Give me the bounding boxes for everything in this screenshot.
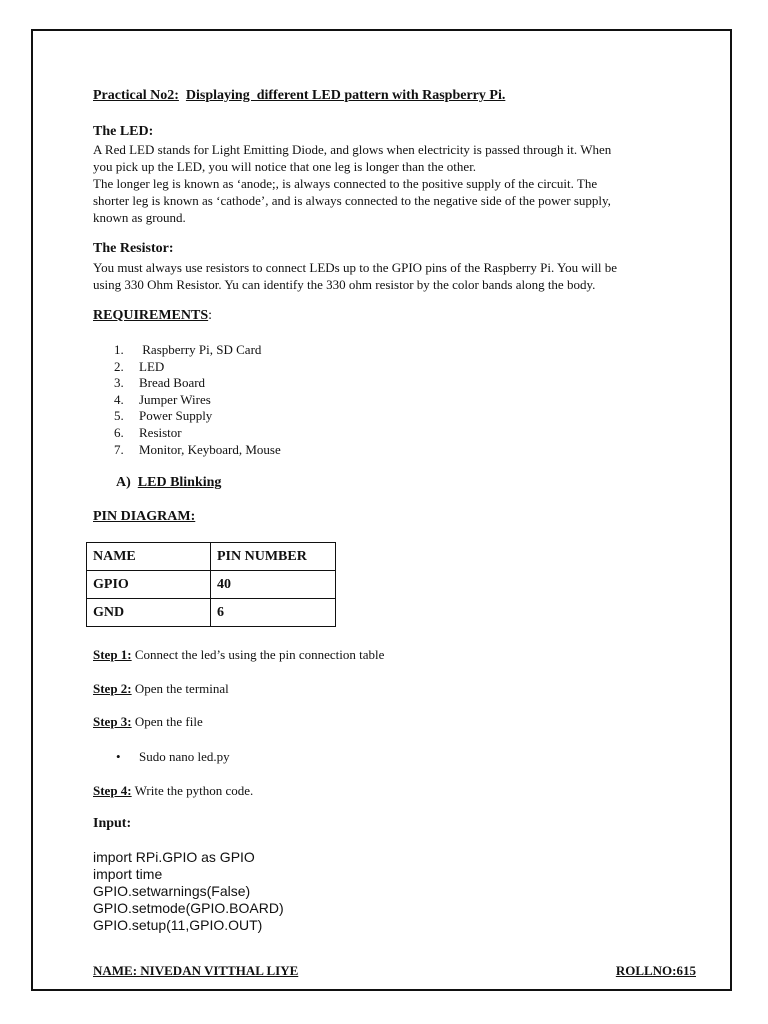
code-line: GPIO.setwarnings(False) — [93, 883, 251, 899]
list-text: Jumper Wires — [139, 391, 211, 407]
pin-diagram-heading: PIN DIAGRAM: — [93, 509, 196, 524]
resistor-line: You must always use resistors to connect LEDs up to the GPIO pins of the Raspberry Pi. You will be — [93, 260, 618, 275]
step-text: Write the python code. — [131, 783, 254, 798]
section-a-title: LED Blinking — [137, 475, 222, 490]
list-text: Raspberry Pi, SD Card — [139, 342, 262, 357]
footer-rollno: ROLLNO:615 — [615, 963, 696, 978]
led-line: A Red LED stands for Light Emitting Diode, and glows when electricity is passed through it. When — [93, 142, 612, 157]
step-1 — [93, 647, 384, 663]
table-cell: GPIO — [87, 571, 211, 599]
requirements-title: REQUIREMENTS — [93, 308, 209, 323]
table-header-row — [87, 543, 336, 571]
step-label: Step 4: — [93, 783, 132, 798]
table-header-cell: PIN NUMBER — [211, 543, 336, 571]
resistor-line: using 330 Ohm Resistor. Yu can identify the 330 ohm resistor by the color bands along the body. — [93, 277, 596, 292]
footer-name: NAME: NIVEDAN VITTHAL LIYE — [93, 963, 299, 978]
resistor-paragraph — [93, 259, 617, 293]
step-text: Open the terminal — [131, 681, 229, 696]
table-cell: 6 — [211, 599, 336, 627]
led-line: The longer leg is known as ‘anode;, is always connected to the positive supply of the circuit. The — [93, 176, 598, 191]
section-a-heading — [116, 475, 221, 491]
list-number: 4. — [114, 391, 124, 407]
step-label: Step 2: — [93, 681, 132, 696]
list-item — [93, 442, 281, 459]
requirements-heading — [93, 308, 212, 324]
step-label: Step 1: — [93, 647, 132, 662]
list-number: 2. — [114, 358, 124, 374]
led-line: known as ground. — [93, 210, 186, 225]
requirements-colon: : — [208, 308, 213, 323]
step-text: Connect the led’s using the pin connection table — [131, 647, 385, 662]
list-item — [93, 342, 281, 359]
list-text: Bread Board — [139, 375, 206, 391]
pin-table — [86, 542, 336, 627]
table-cell: GND — [87, 599, 211, 627]
input-heading: Input: — [93, 816, 132, 831]
list-text: LED — [139, 358, 165, 374]
list-item — [93, 392, 281, 409]
list-item — [93, 375, 281, 392]
led-paragraph — [93, 141, 611, 226]
list-item — [93, 408, 281, 425]
list-text: Power Supply — [139, 408, 213, 424]
requirements-list — [93, 342, 281, 458]
practical-title — [93, 88, 505, 104]
code-line: GPIO.setmode(GPIO.BOARD) — [93, 900, 284, 916]
code-line: import time — [93, 866, 163, 882]
led-line: you pick up the LED, you will notice that one leg is longer than the other. — [93, 159, 477, 174]
practical-number: Practical No2: — [93, 88, 179, 103]
step-2 — [93, 681, 229, 697]
step-3 — [93, 714, 203, 730]
resistor-heading: The Resistor: — [93, 241, 174, 256]
table-cell: 40 — [211, 571, 336, 599]
list-number: 1. — [114, 342, 124, 357]
code-line: GPIO.setup(11,GPIO.OUT) — [93, 917, 263, 933]
list-number: 3. — [114, 375, 124, 391]
list-number: 7. — [114, 441, 124, 457]
step-4 — [93, 783, 253, 799]
list-number: 6. — [114, 424, 124, 440]
table-row — [87, 599, 336, 627]
code-block — [93, 849, 284, 934]
list-item — [93, 359, 281, 376]
table-row — [87, 571, 336, 599]
practical-heading: Displaying different LED pattern with Raspberry Pi. — [185, 88, 506, 103]
bullet-item — [116, 749, 230, 765]
list-number: 5. — [114, 408, 124, 424]
list-item — [93, 425, 281, 442]
led-line: shorter leg is known as ‘cathode’, and is always connected to the negative side of the power supply, — [93, 193, 611, 208]
code-line: import RPi.GPIO as GPIO — [93, 849, 255, 865]
bullet-text: Sudo nano led.py — [139, 749, 230, 764]
step-label: Step 3: — [93, 714, 132, 729]
led-heading: The LED: — [93, 124, 154, 139]
list-text: Monitor, Keyboard, Mouse — [139, 441, 281, 457]
table-header-cell: NAME — [87, 543, 211, 571]
list-text: Resistor — [139, 424, 182, 440]
step-text: Open the file — [131, 714, 203, 729]
bullet-icon: • — [116, 749, 121, 764]
section-a-label: A) — [116, 475, 131, 490]
